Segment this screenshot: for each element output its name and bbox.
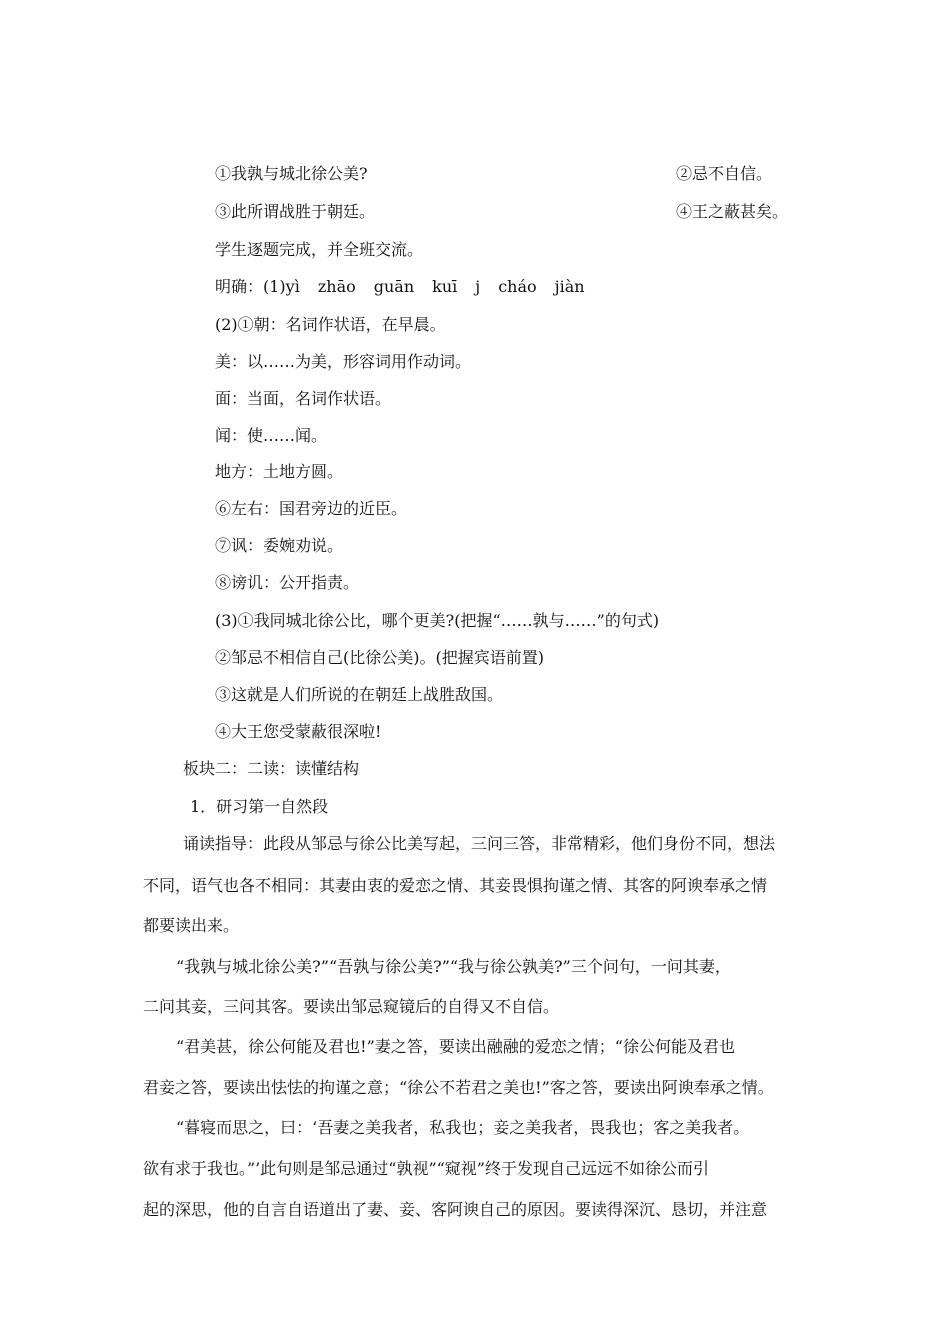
question-row-1: [215, 164, 773, 184]
answer-word-1: (2)①朝：名词作状语，在早晨。: [215, 315, 446, 334]
paragraph-line: 都要读出来。: [143, 916, 240, 935]
question-row-2: [215, 202, 789, 222]
translation-1: (3)①我同城北徐公比，哪个更美?(把握“……孰与……”的句式): [215, 611, 660, 630]
paragraph-line: “我孰与城北徐公美?”“吾孰与徐公美?”“我与徐公孰美?”三个问句，一问其妻，: [176, 957, 731, 976]
answer-word-6: ⑥左右：国君旁边的近臣。: [215, 499, 408, 518]
paragraph-line: 君妾之答，要读出怯怯的拘谨之意；“徐公不若君之美也!”客之答，要读出阿谀奉承之情。: [143, 1078, 774, 1097]
section-heading: 板块二：二读：读懂结构: [183, 759, 360, 778]
paragraph-line: “君美甚，徐公何能及君也!”妻之答，要读出融融的爱恋之情；“徐公何能及君也: [176, 1037, 735, 1056]
subsection-heading: 1．研习第一自然段: [190, 797, 329, 816]
pinyin-item: jiàn: [554, 277, 585, 296]
pinyin-item: yì: [285, 277, 300, 296]
answer-word-4: 闻：使……闻。: [215, 426, 328, 445]
paragraph-line: 诵读指导：此段从邹忌与徐公比美写起，三问三答，非常精彩，他们身份不同，想法: [183, 834, 776, 853]
pinyin-label: 明确：(1): [215, 277, 286, 296]
question-2: ②忌不自信。: [676, 164, 773, 183]
pinyin-item: kuī: [432, 277, 458, 296]
answer-word-8: ⑧谤讥：公开指责。: [215, 573, 360, 592]
paragraph-line: 欲有求于我也。”’此句则是邹忌通过“孰视”“窥视”终于发现自己远远不如徐公而引: [143, 1159, 709, 1178]
paragraph-line: 不同，语气也各不相同：其妻由衷的爱恋之情、其妾畏惧拘谨之情、其客的阿谀奉承之情: [143, 876, 768, 895]
instruction-text: 学生逐题完成，并全班交流。: [215, 240, 424, 259]
answer-word-3: 面：当面，名词作状语。: [215, 389, 392, 408]
pinyin-item: cháo: [498, 277, 537, 296]
answer-word-7: ⑦讽：委婉劝说。: [215, 536, 344, 555]
pinyin-item: guān: [373, 277, 415, 296]
question-1: ①我孰与城北徐公美?: [215, 164, 368, 183]
paragraph-line: 起的深思，他的自言自语道出了妻、妾、客阿谀自己的原因。要读得深沉、恳切，并注意: [143, 1200, 768, 1219]
answer-word-2: 美：以……为美，形容词用作动词。: [215, 352, 472, 371]
answer-word-5: 地方：土地方圆。: [215, 462, 344, 481]
pinyin-item: j: [475, 277, 481, 296]
pinyin-answer: [215, 277, 603, 297]
translation-2: ②邹忌不相信自己(比徐公美)。(把握宾语前置): [215, 648, 544, 667]
paragraph-line: “暮寝而思之，曰：‘吾妻之美我者，私我也；妾之美我者，畏我也；客之美我者。: [176, 1118, 750, 1137]
paragraph-line: 二问其妾，三问其客。要读出邹忌窥镜后的自得又不自信。: [143, 997, 560, 1016]
translation-4: ④大王您受蒙蔽很深啦!: [215, 722, 382, 741]
question-3: ③此所谓战胜于朝廷。: [215, 202, 376, 221]
question-4: ④王之蔽甚矣。: [676, 202, 789, 221]
translation-3: ③这就是人们所说的在朝廷上战胜敌国。: [215, 685, 504, 704]
pinyin-item: zhāo: [317, 277, 356, 296]
